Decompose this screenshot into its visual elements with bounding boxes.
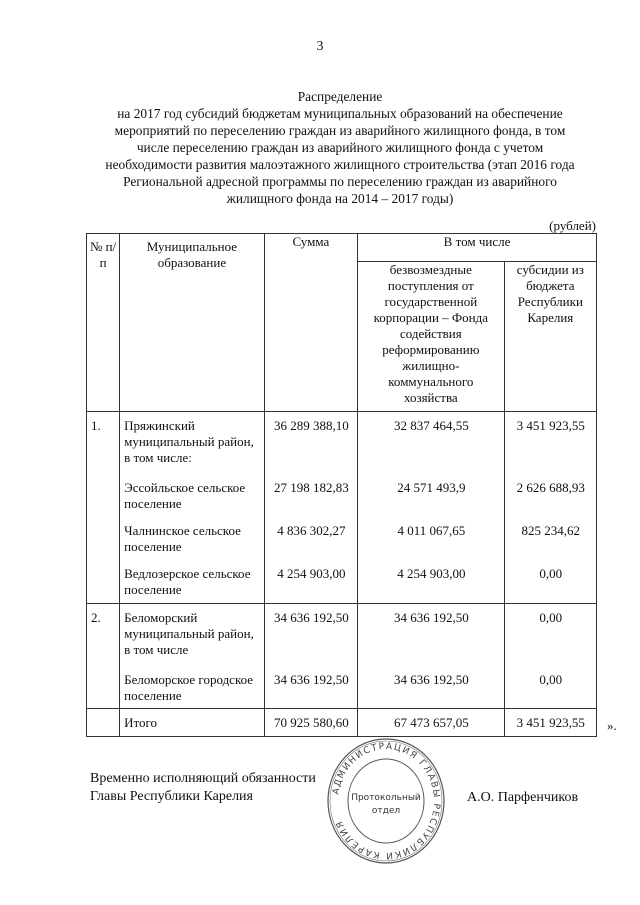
row-name: Беломорский муниципальный район, в том числе xyxy=(120,604,265,667)
row-name: Итого xyxy=(120,709,265,737)
title-line: на 2017 год субсидий бюджетам муниципальных образований на обеспечение xyxy=(117,106,563,121)
row-num xyxy=(87,474,120,517)
signature-position xyxy=(90,770,316,806)
row-name: Ведлозерское сельское поселение xyxy=(120,560,265,604)
row-sum: 70 925 580,60 xyxy=(264,709,357,737)
row-fund: 4 254 903,00 xyxy=(358,560,505,604)
row-republic: 825 234,62 xyxy=(504,517,596,560)
position-line: Временно исполняющий обязанности xyxy=(90,771,316,786)
row-sum: 34 636 192,50 xyxy=(264,666,357,709)
stamp-inner-line: Протокольный xyxy=(351,793,421,803)
page-number: 3 xyxy=(316,39,324,54)
row-fund: 4 011 067,65 xyxy=(358,517,505,560)
row-num xyxy=(87,517,120,560)
row-num xyxy=(87,709,120,737)
closing-quote: ». xyxy=(607,718,617,733)
row-sum: 4 836 302,27 xyxy=(264,517,357,560)
distribution-table xyxy=(86,233,597,737)
signatory-name: А.О. Парфенчиков xyxy=(467,790,579,805)
header-including: В том числе xyxy=(358,234,597,262)
table-row xyxy=(87,517,597,560)
header-republic: субсидии из бюджета Республики Карелия xyxy=(504,262,596,412)
title-line: жилищного фонда на 2014 – 2017 годы) xyxy=(226,191,454,206)
stamp-inner-line: отдел xyxy=(371,806,401,816)
table-row xyxy=(87,604,597,667)
row-republic: 0,00 xyxy=(504,666,596,709)
row-sum: 34 636 192,50 xyxy=(264,604,357,667)
title-line: необходимости развития малоэтажного жилищного строительства (этап 2016 года xyxy=(105,157,575,172)
row-name: Чалнинское сельское поселение xyxy=(120,517,265,560)
row-num xyxy=(87,560,120,604)
header-row xyxy=(87,234,597,262)
row-republic: 0,00 xyxy=(504,604,596,667)
header-fund: безвозмездные поступления от государственной корпорации – Фонда содействия реформированию жилищно-коммунального хозяйства xyxy=(358,262,505,412)
row-name: Эссойльское сельское поселение xyxy=(120,474,265,517)
row-fund: 24 571 493,9 xyxy=(358,474,505,517)
header-municipality: Муниципальное образование xyxy=(120,234,265,412)
row-sum: 36 289 388,10 xyxy=(264,412,357,475)
row-sum: 4 254 903,00 xyxy=(264,560,357,604)
units-label: (рублей) xyxy=(549,218,596,233)
document-title xyxy=(90,88,590,207)
position-line: Главы Республики Карелия xyxy=(90,789,253,804)
table-row xyxy=(87,560,597,604)
row-name: Пряжинский муниципальный район, в том числе: xyxy=(120,412,265,475)
table-row xyxy=(87,412,597,475)
row-fund: 32 837 464,55 xyxy=(358,412,505,475)
row-republic: 3 451 923,55 xyxy=(504,412,596,475)
row-sum: 27 198 182,83 xyxy=(264,474,357,517)
table-row xyxy=(87,666,597,709)
row-num: 2. xyxy=(87,604,120,667)
row-fund: 67 473 657,05 xyxy=(358,709,505,737)
row-num xyxy=(87,666,120,709)
table-row xyxy=(87,474,597,517)
title-line: Региональной адресной программы по переселению граждан из аварийного xyxy=(123,174,557,189)
stamp-seal-icon xyxy=(326,736,446,866)
header-num: № п/п xyxy=(87,234,120,412)
total-row xyxy=(87,709,597,737)
row-fund: 34 636 192,50 xyxy=(358,666,505,709)
header-sum: Сумма xyxy=(264,234,357,412)
row-republic: 0,00 xyxy=(504,560,596,604)
title-line: мероприятий по переселению граждан из аварийного жилищного фонда, в том xyxy=(114,123,566,138)
row-fund: 34 636 192,50 xyxy=(358,604,505,667)
row-republic: 2 626 688,93 xyxy=(504,474,596,517)
row-num: 1. xyxy=(87,412,120,475)
row-name: Беломорское городское поселение xyxy=(120,666,265,709)
row-republic: 3 451 923,55 xyxy=(504,709,596,737)
title-line: числе переселению граждан из аварийного жилищного фонда с учетом xyxy=(136,140,544,155)
stamp-outer-text: АДМИНИСТРАЦИЯ ГЛАВЫ РЕСПУБЛИКИ КАРЕЛИЯ xyxy=(331,741,442,861)
title-heading: Распределение xyxy=(297,89,383,104)
